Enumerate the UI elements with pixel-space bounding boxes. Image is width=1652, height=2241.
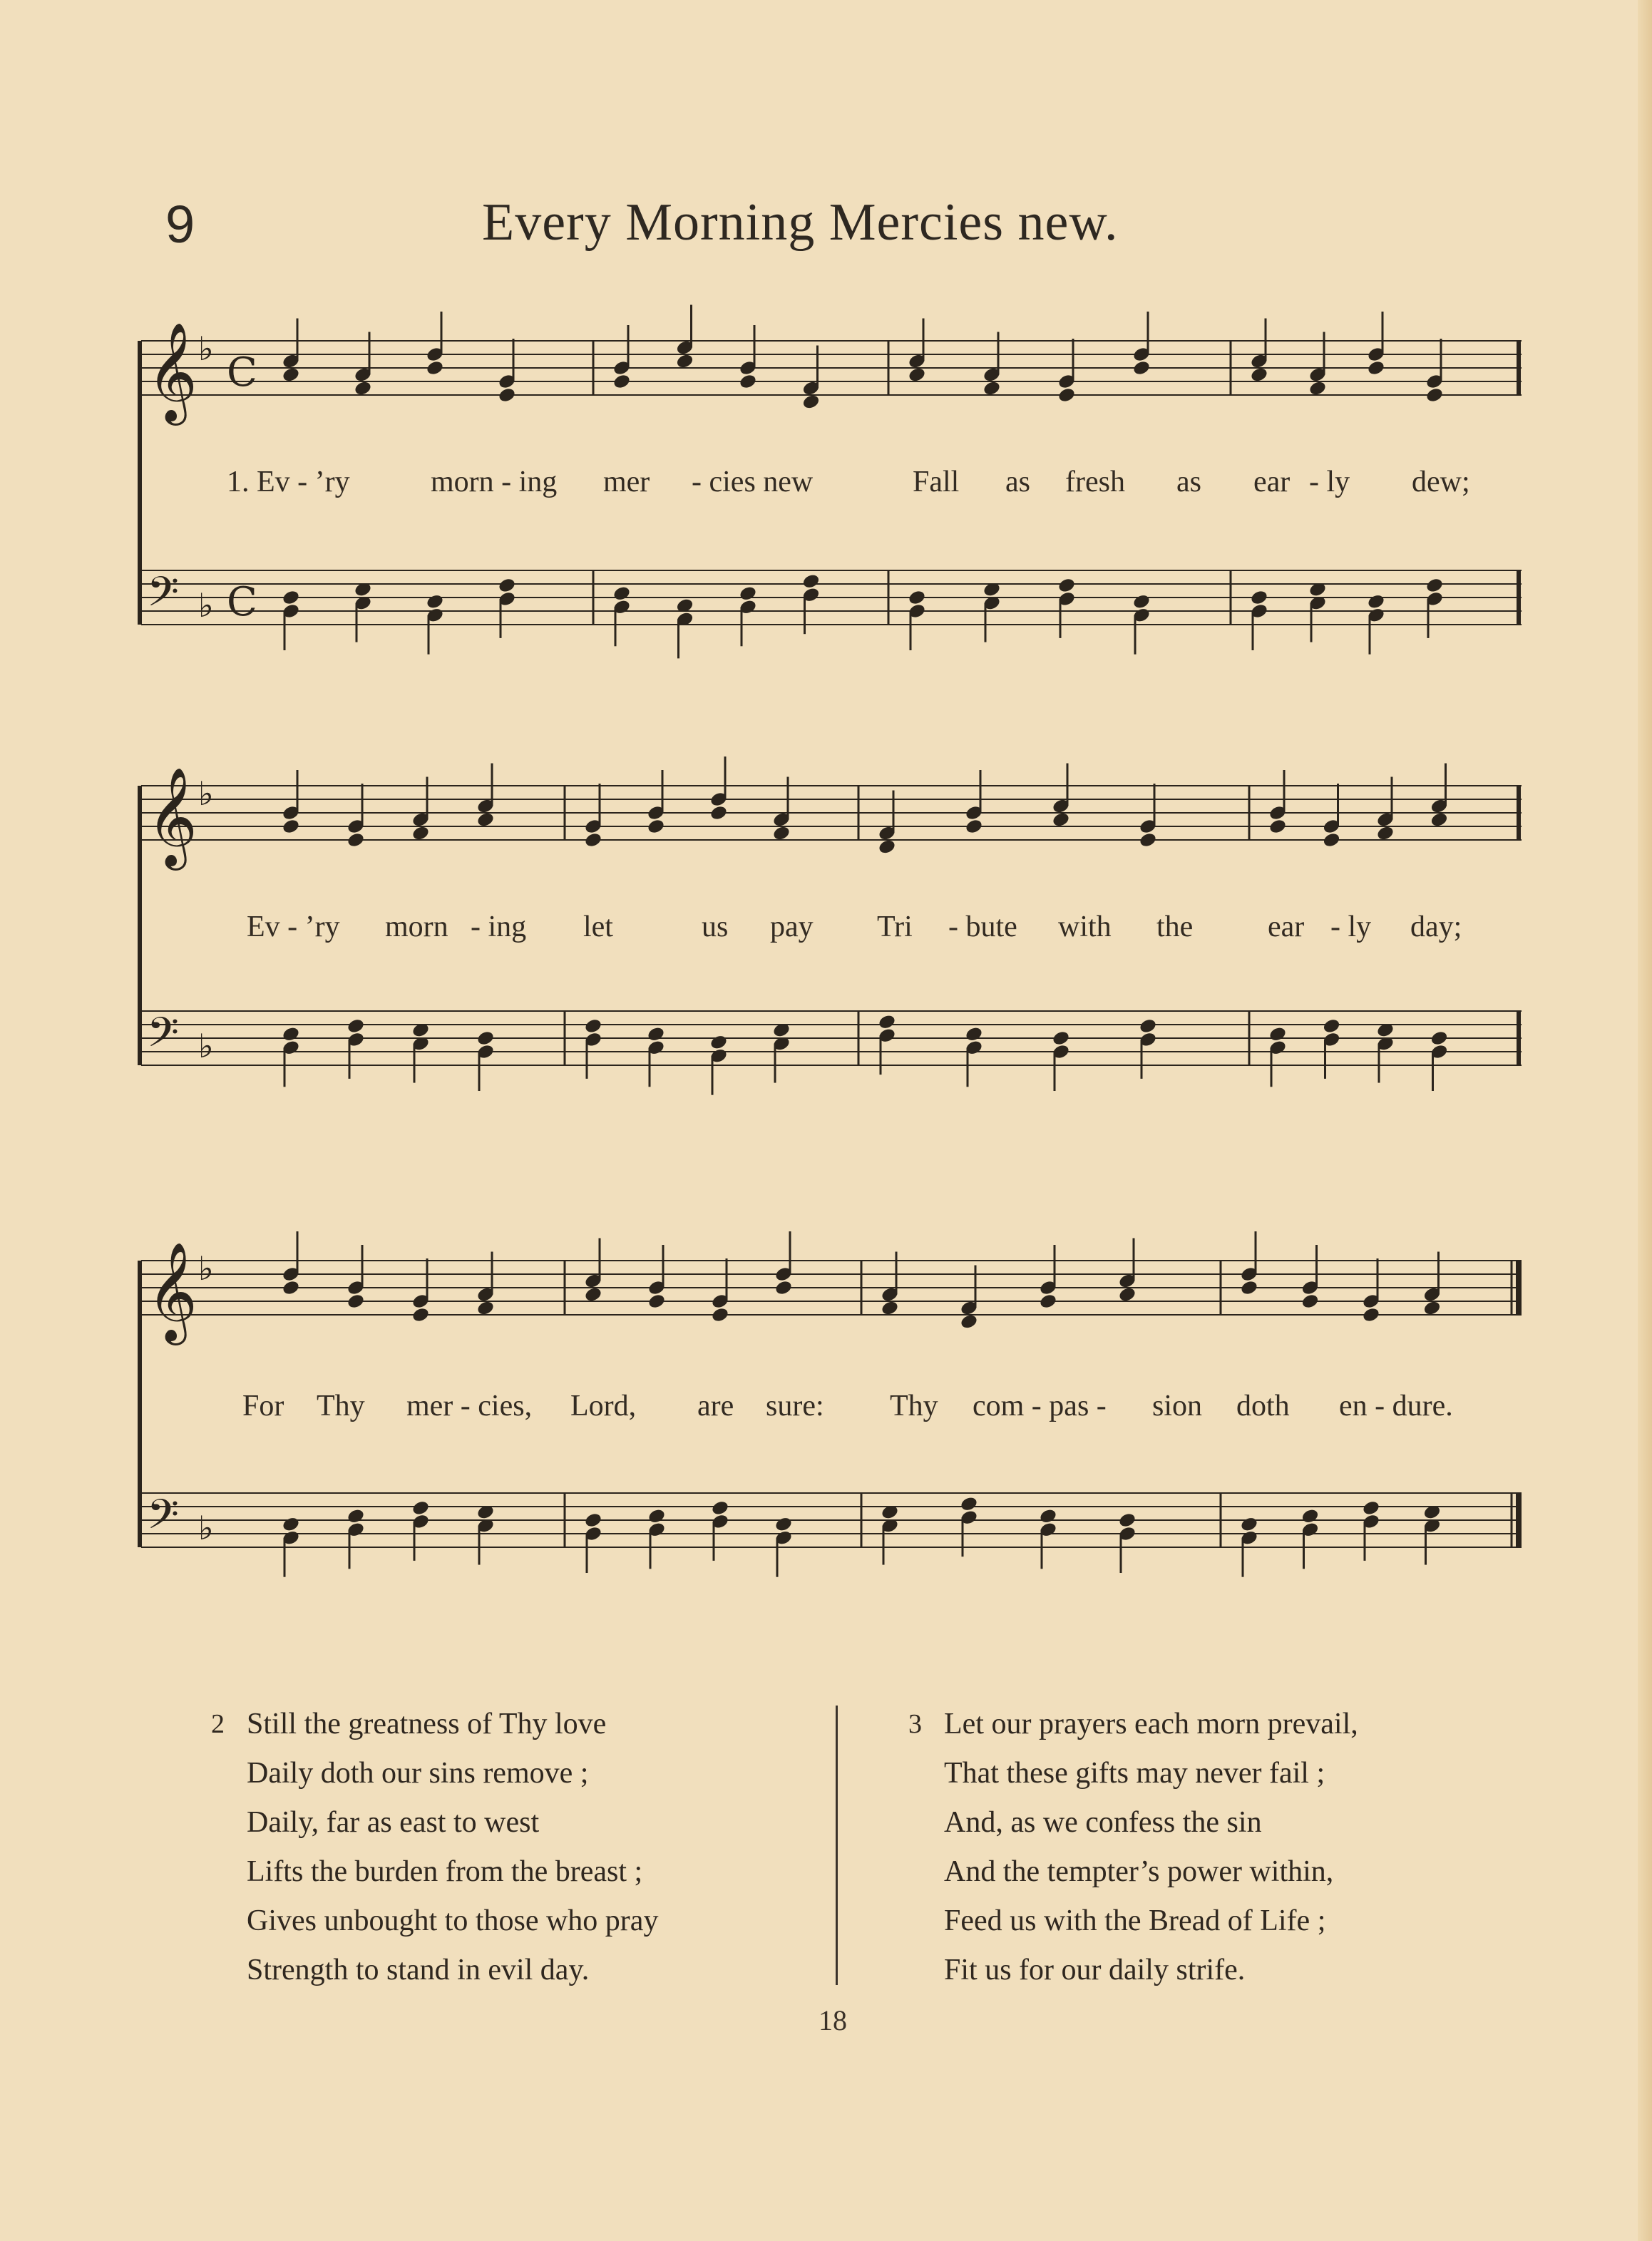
notehead xyxy=(739,585,758,602)
lyric-s2-4: let xyxy=(583,911,613,943)
verse-line: Daily doth our sins remove ; xyxy=(247,1757,589,1790)
lyric-s3-10: doth xyxy=(1236,1390,1290,1422)
notehead xyxy=(612,373,632,390)
verse-line: Feed us with the Bread of Life ; xyxy=(944,1904,1326,1937)
notehead xyxy=(1322,831,1341,848)
notehead xyxy=(1132,359,1151,376)
notehead xyxy=(711,1499,730,1517)
notehead xyxy=(354,380,373,397)
notehead xyxy=(908,366,927,384)
notehead xyxy=(1300,1507,1320,1524)
lyric-s1-8: as xyxy=(1176,466,1201,498)
lyric-s2-11: ear xyxy=(1268,911,1305,943)
notehead xyxy=(1057,577,1077,594)
notehead xyxy=(1268,1025,1288,1042)
lyric-s2-13: day; xyxy=(1410,911,1462,943)
lyric-s3-11: en - dure. xyxy=(1339,1390,1453,1422)
flat-sign: ♭ xyxy=(198,329,214,368)
lyric-s3-2: Thy xyxy=(317,1390,365,1422)
notehead xyxy=(476,811,496,829)
notehead xyxy=(647,1025,666,1042)
notehead xyxy=(647,1507,667,1524)
verse-line: Strength to stand in evil day. xyxy=(247,1954,590,1986)
bass-clef: 𝄢 xyxy=(147,568,180,626)
verse-line: Daily, far as east to west xyxy=(247,1806,540,1839)
verse-line: Gives unbought to those who pray xyxy=(247,1904,659,1937)
notehead xyxy=(282,589,301,606)
hymn-title: Every Morning Mercies new. xyxy=(482,193,1119,252)
flat-sign: ♭ xyxy=(198,586,214,625)
notehead xyxy=(347,1293,366,1310)
flat-sign: ♭ xyxy=(198,1027,214,1065)
lyric-s1-4: - cies new xyxy=(692,466,814,498)
lyric-s2-5: us xyxy=(702,911,729,943)
notehead xyxy=(1367,593,1386,610)
lyric-s2-2: morn xyxy=(385,911,448,943)
notehead xyxy=(1362,1499,1381,1517)
notehead xyxy=(498,577,517,594)
lyric-s2-10: the xyxy=(1156,911,1194,943)
notehead xyxy=(584,1017,603,1035)
lyric-s1-7: fresh xyxy=(1065,466,1125,498)
notehead xyxy=(1268,818,1288,835)
verse-line: And, as we confess the sin xyxy=(944,1806,1262,1839)
notehead xyxy=(1039,1293,1058,1310)
lyric-s1-5: Fall xyxy=(913,466,960,498)
notehead xyxy=(965,818,984,835)
common-time-sign: C xyxy=(227,349,257,396)
verse-divider xyxy=(836,1706,838,1985)
notehead xyxy=(1132,593,1151,610)
lyric-s3-3: mer - cies, xyxy=(406,1390,533,1422)
notehead xyxy=(1367,359,1386,376)
notehead xyxy=(282,366,301,384)
flat-sign: ♭ xyxy=(198,1249,214,1288)
flat-sign: ♭ xyxy=(198,1509,214,1547)
notehead xyxy=(878,1013,897,1030)
notehead xyxy=(426,359,445,376)
notehead xyxy=(772,825,791,842)
notehead xyxy=(1322,1017,1341,1035)
lyric-s3-9: sion xyxy=(1152,1390,1203,1422)
notehead xyxy=(709,1034,729,1051)
notehead xyxy=(1139,1017,1158,1035)
lyric-s2-1: Ev - ’ry xyxy=(247,911,340,943)
notehead xyxy=(426,593,445,610)
notehead xyxy=(347,1507,366,1524)
notehead xyxy=(1240,1516,1259,1533)
lyric-s3-4: Lord, xyxy=(570,1390,637,1422)
notehead xyxy=(801,573,821,590)
notehead xyxy=(282,1516,301,1533)
notehead xyxy=(584,1512,603,1529)
notehead xyxy=(960,1495,979,1512)
lyric-s2-7: Tri xyxy=(877,911,913,943)
lyric-s3-7: Thy xyxy=(890,1390,938,1422)
common-time-sign: C xyxy=(227,579,257,625)
notehead xyxy=(1425,577,1445,594)
notehead xyxy=(983,380,1002,397)
verse-line: And the tempter’s power within, xyxy=(944,1855,1334,1888)
lyric-s2-12: - ly xyxy=(1330,911,1372,943)
notehead xyxy=(774,1516,794,1533)
verse-line: Lifts the burden from the breast ; xyxy=(247,1855,643,1888)
notehead xyxy=(1308,380,1328,397)
notehead xyxy=(282,1279,301,1296)
treble-clef: 𝄞 xyxy=(147,1242,197,1341)
treble-clef: 𝄞 xyxy=(147,767,197,866)
notehead xyxy=(282,1025,301,1042)
lyric-s2-6: pay xyxy=(770,911,814,943)
verse-3 xyxy=(908,1700,1358,1995)
notehead xyxy=(411,825,431,842)
notehead xyxy=(965,1025,984,1042)
notehead xyxy=(476,1300,496,1317)
lyric-s2-3: - ing xyxy=(471,911,527,943)
verse-line: Let our prayers each morn prevail, xyxy=(944,1708,1358,1740)
notehead xyxy=(411,1499,431,1517)
notehead xyxy=(1250,589,1269,606)
lyric-s3-8: com - pas - xyxy=(973,1390,1107,1422)
notehead xyxy=(1362,1306,1381,1323)
treble-clef: 𝄞 xyxy=(147,322,197,421)
lyric-s3-5: are xyxy=(697,1390,734,1422)
notehead xyxy=(498,386,517,404)
verse-2 xyxy=(211,1700,659,1995)
notehead xyxy=(1240,1279,1259,1296)
verse-number: 2 xyxy=(211,1709,225,1739)
flat-sign: ♭ xyxy=(198,774,214,813)
verse-line: Still the greatness of Thy love xyxy=(247,1708,607,1740)
notehead xyxy=(1422,1300,1442,1317)
lyric-s1-9: ear xyxy=(1253,466,1291,498)
notehead xyxy=(709,804,729,821)
verse-line: Fit us for our daily strife. xyxy=(944,1954,1246,1986)
notehead xyxy=(881,1300,900,1317)
notehead xyxy=(774,1279,794,1296)
lyric-s1-2: morn - ing xyxy=(431,466,558,498)
verse-number: 3 xyxy=(908,1709,922,1739)
page-number: 18 xyxy=(819,2004,847,2036)
notehead xyxy=(1057,386,1077,404)
notehead xyxy=(1250,366,1269,384)
notehead xyxy=(908,589,927,606)
notehead xyxy=(347,831,366,848)
notehead xyxy=(1039,1507,1058,1524)
lyric-s2-9: with xyxy=(1058,911,1112,943)
lyric-s3-1: For xyxy=(242,1390,284,1422)
notehead xyxy=(739,373,758,390)
notehead xyxy=(878,839,897,856)
bass-clef: 𝄢 xyxy=(147,1008,180,1067)
notehead xyxy=(1118,1512,1137,1529)
notehead xyxy=(476,1030,496,1047)
notehead xyxy=(411,1306,431,1323)
lyric-s3-6: sure: xyxy=(766,1390,824,1422)
notehead xyxy=(1139,831,1158,848)
lyric-s1-3: mer xyxy=(603,466,650,498)
lyric-s1-11: dew; xyxy=(1412,466,1470,498)
notehead xyxy=(1118,1286,1137,1303)
lyric-s1-10: - ly xyxy=(1309,466,1350,498)
notehead xyxy=(711,1306,730,1323)
notehead xyxy=(1430,811,1449,829)
hymn-number: 9 xyxy=(165,195,195,254)
lyric-s1-1: 1. Ev - ’ry xyxy=(227,466,350,498)
lyric-s1-6: as xyxy=(1005,466,1030,498)
lyric-s2-8: - bute xyxy=(948,911,1017,943)
bass-clef: 𝄢 xyxy=(147,1490,180,1549)
notehead xyxy=(1425,386,1445,404)
notehead xyxy=(584,1286,603,1303)
notehead xyxy=(1052,811,1071,829)
notehead xyxy=(612,585,632,602)
notehead xyxy=(675,353,694,370)
notehead xyxy=(347,1017,366,1035)
verse-line: That these gifts may never fail ; xyxy=(944,1757,1325,1790)
notehead xyxy=(1052,1030,1071,1047)
notehead xyxy=(647,818,666,835)
notehead xyxy=(584,831,603,848)
notehead xyxy=(1376,825,1395,842)
notehead xyxy=(1300,1293,1320,1310)
notehead xyxy=(282,818,301,835)
notehead xyxy=(1430,1030,1449,1047)
notehead xyxy=(647,1293,667,1310)
notehead xyxy=(801,394,821,411)
notehead xyxy=(960,1313,979,1330)
